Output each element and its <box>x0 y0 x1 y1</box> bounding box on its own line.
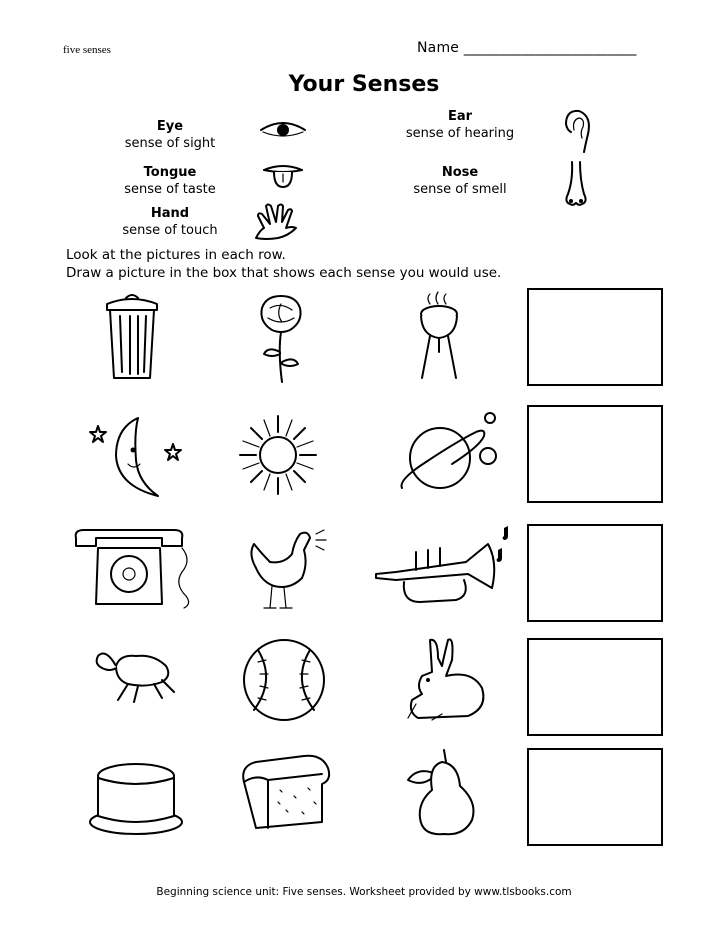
name-field-label: Name ________________________ <box>417 40 637 56</box>
sense-description: sense of taste <box>124 182 216 197</box>
sense-nose <box>390 164 530 198</box>
sense-description: sense of touch <box>122 223 218 238</box>
planet-icon <box>396 410 500 500</box>
sense-description: sense of sight <box>124 136 216 151</box>
trash-can-icon <box>104 294 160 382</box>
bread-icon <box>238 752 338 830</box>
cake-icon <box>88 754 186 836</box>
moon-icon <box>88 412 188 502</box>
sense-name: Eye <box>156 119 184 134</box>
instruction-line: Draw a picture in the box that shows each sense you would use. <box>66 265 502 281</box>
worksheet-topic: five senses <box>63 44 111 56</box>
hand-icon <box>252 202 298 242</box>
sense-hand <box>100 205 240 239</box>
trumpet-icon <box>374 522 514 612</box>
lamb-icon <box>92 640 176 706</box>
drawing-box[interactable] <box>527 748 663 846</box>
sense-name: Tongue <box>143 165 197 180</box>
sense-description: sense of smell <box>413 182 507 197</box>
drawing-box[interactable] <box>527 405 663 503</box>
grill-icon <box>414 290 464 382</box>
sense-eye <box>100 118 240 152</box>
rabbit-icon <box>402 636 488 722</box>
baseball-icon <box>240 636 328 724</box>
rose-icon <box>256 292 306 384</box>
sense-name: Hand <box>150 206 190 221</box>
page-title: Your Senses <box>288 72 440 97</box>
rooster-icon <box>244 524 328 612</box>
sense-ear <box>390 108 530 142</box>
pear-icon <box>402 746 482 838</box>
sun-icon <box>238 412 318 498</box>
instruction-line: Look at the pictures in each row. <box>66 247 286 263</box>
eye-icon <box>258 118 308 142</box>
drawing-box[interactable] <box>527 638 663 736</box>
drawing-box[interactable] <box>527 524 663 622</box>
drawing-box[interactable] <box>527 288 663 386</box>
nose-icon <box>563 160 589 210</box>
sense-name: Nose <box>441 165 479 180</box>
tongue-icon <box>262 160 304 190</box>
sense-description: sense of hearing <box>405 126 515 141</box>
sense-name: Ear <box>447 109 473 124</box>
sense-tongue <box>100 164 240 198</box>
ear-icon <box>562 108 592 154</box>
footer-credit: Beginning science unit: Five senses. Worksheet provided by www.tlsbooks.com <box>156 886 572 898</box>
telephone-icon <box>70 528 194 610</box>
